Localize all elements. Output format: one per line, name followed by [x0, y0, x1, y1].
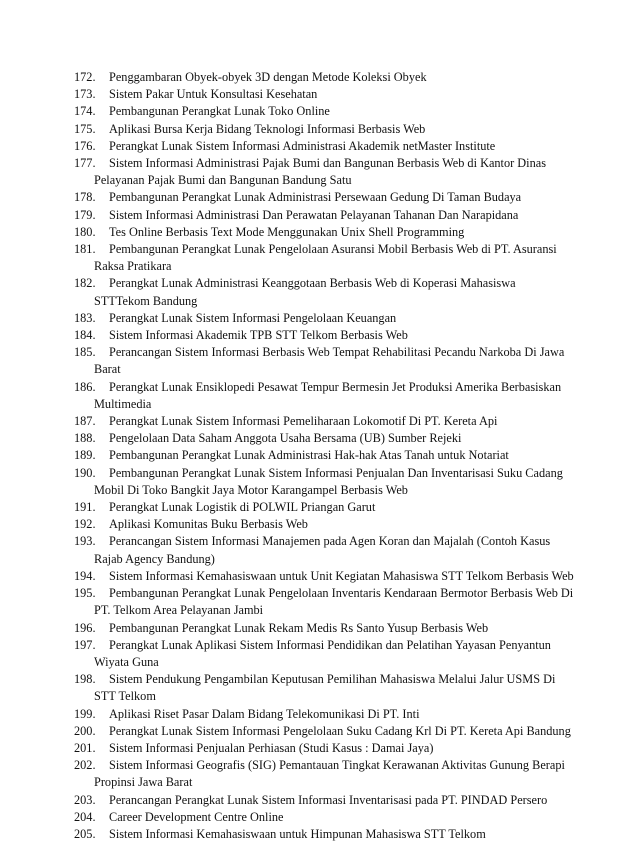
list-item [74, 207, 574, 224]
item-number: 191. [74, 500, 96, 515]
item-number: 180. [74, 224, 96, 239]
item-number: 192. [74, 517, 96, 532]
item-number: 183. [74, 310, 96, 325]
item-number: 176. [74, 138, 96, 153]
list-item [74, 310, 574, 327]
list-item [74, 792, 574, 809]
list-item [74, 241, 574, 275]
item-number: 197. [74, 637, 96, 652]
item-title: Aplikasi Riset Pasar Dalam Bidang Telekomunikasi Di PT. Inti [109, 706, 420, 721]
item-number: 205. [74, 826, 96, 841]
item-number: 194. [74, 568, 96, 583]
list-item [74, 740, 574, 757]
item-title: Perangkat Lunak Logistik di POLWIL Priangan Garut [109, 500, 376, 515]
list-item [74, 327, 574, 344]
item-number: 199. [74, 706, 96, 721]
item-title: Perangkat Lunak Sistem Informasi Administrasi Akademik netMaster Institute [109, 138, 496, 153]
list-item [74, 671, 574, 705]
item-number: 187. [74, 414, 96, 429]
item-title: Aplikasi Bursa Kerja Bidang Teknologi Informasi Berbasis Web [109, 121, 426, 136]
list-item [74, 757, 574, 791]
list-item [74, 189, 574, 206]
item-number: 174. [74, 104, 96, 119]
list-item [74, 344, 574, 378]
item-title: Perangkat Lunak Administrasi Keanggotaan Berbasis Web di Koperasi Mahasiswa STTTekom Bandung [94, 276, 516, 308]
item-title: Pembangunan Perangkat Lunak Toko Online [109, 104, 330, 119]
item-title: Sistem Informasi Kemahasiswaan untuk Unit Kegiatan Mahasiswa STT Telkom Berbasis Web [109, 568, 574, 583]
item-number: 202. [74, 758, 96, 773]
list-item [74, 826, 574, 843]
list-item [74, 465, 574, 499]
item-title: Pembangunan Perangkat Lunak Rekam Medis Rs Santo Yusup Berbasis Web [109, 620, 489, 635]
list-item [74, 533, 574, 567]
item-title: Pembangunan Perangkat Lunak Sistem Informasi Penjualan Dan Inventarisasi Suku Cadang Mobil Di Toko Bangkit Jaya Motor Karangampel Berbasis Web [94, 465, 563, 497]
item-number: 200. [74, 723, 96, 738]
item-number: 185. [74, 345, 96, 360]
item-title: Sistem Pakar Untuk Konsultasi Kesehatan [109, 87, 318, 102]
item-number: 203. [74, 792, 96, 807]
item-title: Perangkat Lunak Aplikasi Sistem Informasi Pendidikan dan Pelatihan Yayasan Penyantun Wiyata Guna [94, 637, 551, 669]
list-item [74, 121, 574, 138]
item-number: 182. [74, 276, 96, 291]
item-number: 190. [74, 465, 96, 480]
list-item [74, 86, 574, 103]
list-item [74, 637, 574, 671]
item-number: 184. [74, 328, 96, 343]
item-title: Perancangan Sistem Informasi Manajemen pada Agen Koran dan Majalah (Contoh Kasus Rajab Agency Bandung) [94, 534, 551, 566]
item-title: Sistem Informasi Geografis (SIG) Pemantauan Tingkat Kerawanan Aktivitas Gunung Berapi Propinsi Jawa Barat [94, 758, 565, 790]
list-item [74, 706, 574, 723]
list-item [74, 275, 574, 309]
item-title: Aplikasi Komunitas Buku Berbasis Web [109, 517, 308, 532]
list-item [74, 568, 574, 585]
item-title: Pembangunan Perangkat Lunak Administrasi Persewaan Gedung Di Taman Budaya [109, 190, 522, 205]
item-number: 173. [74, 87, 96, 102]
item-number: 181. [74, 242, 96, 257]
list-item [74, 516, 574, 533]
item-title: Tes Online Berbasis Text Mode Menggunakan Unix Shell Programming [109, 224, 465, 239]
list-item [74, 155, 574, 189]
item-number: 198. [74, 672, 96, 687]
item-title: Sistem Informasi Penjualan Perhiasan (Studi Kasus : Damai Jaya) [109, 740, 434, 755]
list-item [74, 103, 574, 120]
item-title: Sistem Pendukung Pengambilan Keputusan Pemilihan Mahasiswa Melalui Jalur USMS Di STT Telkom [94, 672, 556, 704]
item-title: Pengelolaan Data Saham Anggota Usaha Bersama (UB) Sumber Rejeki [109, 431, 462, 446]
item-title: Perangkat Lunak Sistem Informasi Pengelolaan Keuangan [109, 310, 397, 325]
item-number: 188. [74, 431, 96, 446]
list-item [74, 413, 574, 430]
list-item [74, 379, 574, 413]
item-number: 172. [74, 70, 96, 84]
item-title: Perancangan Sistem Informasi Berbasis Web Tempat Rehabilitasi Pecandu Narkoba Di Jawa Barat [94, 345, 565, 377]
item-number: 196. [74, 620, 96, 635]
item-title: Sistem Informasi Administrasi Dan Perawatan Pelayanan Tahanan Dan Narapidana [109, 207, 519, 222]
item-title: Sistem Informasi Administrasi Pajak Bumi dan Bangunan Berbasis Web di Kantor Dinas Pelayanan Pajak Bumi dan Bangunan Bandung Satu [94, 156, 546, 188]
item-number: 186. [74, 379, 96, 394]
item-title: Pembangunan Perangkat Lunak Pengelolaan Asuransi Mobil Berbasis Web di PT. Asuransi Raksa Pratikara [94, 242, 557, 274]
item-title: Perangkat Lunak Sistem Informasi Pemeliharaan Lokomotif Di PT. Kereta Api [109, 414, 498, 429]
item-title: Perangkat Lunak Ensiklopedi Pesawat Tempur Bermesin Jet Produksi Amerika Berbasiskan Multimedia [94, 379, 562, 411]
list-item [74, 224, 574, 241]
item-title: Sistem Informasi Akademik TPB STT Telkom Berbasis Web [109, 328, 408, 343]
thesis-title-list [74, 69, 574, 843]
list-item [74, 69, 574, 86]
item-number: 189. [74, 448, 96, 463]
list-item [74, 430, 574, 447]
item-number: 195. [74, 586, 96, 601]
list-item [74, 809, 574, 826]
list-item [74, 447, 574, 464]
item-title: Pembangunan Perangkat Lunak Pengelolaan Inventaris Kendaraan Bermotor Berbasis Web Di PT. Telkom Area Pelayanan Jambi [94, 586, 574, 618]
item-title: Penggambaran Obyek-obyek 3D dengan Metode Koleksi Obyek [109, 70, 427, 84]
item-title: Sistem Informasi Kemahasiswaan untuk Himpunan Mahasiswa STT Telkom [109, 826, 486, 841]
item-number: 179. [74, 207, 96, 222]
item-number: 201. [74, 740, 96, 755]
list-item [74, 499, 574, 516]
item-number: 177. [74, 156, 96, 171]
item-title: Pembangunan Perangkat Lunak Administrasi Hak-hak Atas Tanah untuk Notariat [109, 448, 509, 463]
item-number: 204. [74, 809, 96, 824]
item-number: 193. [74, 534, 96, 549]
item-number: 178. [74, 190, 96, 205]
item-title: Perangkat Lunak Sistem Informasi Pengelolaan Suku Cadang Krl Di PT. Kereta Api Bandung [109, 723, 571, 738]
item-title: Perancangan Perangkat Lunak Sistem Informasi Inventarisasi pada PT. PINDAD Persero [109, 792, 548, 807]
list-item [74, 620, 574, 637]
item-title: Career Development Centre Online [109, 809, 284, 824]
list-item [74, 723, 574, 740]
item-number: 175. [74, 121, 96, 136]
list-item [74, 138, 574, 155]
list-item [74, 585, 574, 619]
